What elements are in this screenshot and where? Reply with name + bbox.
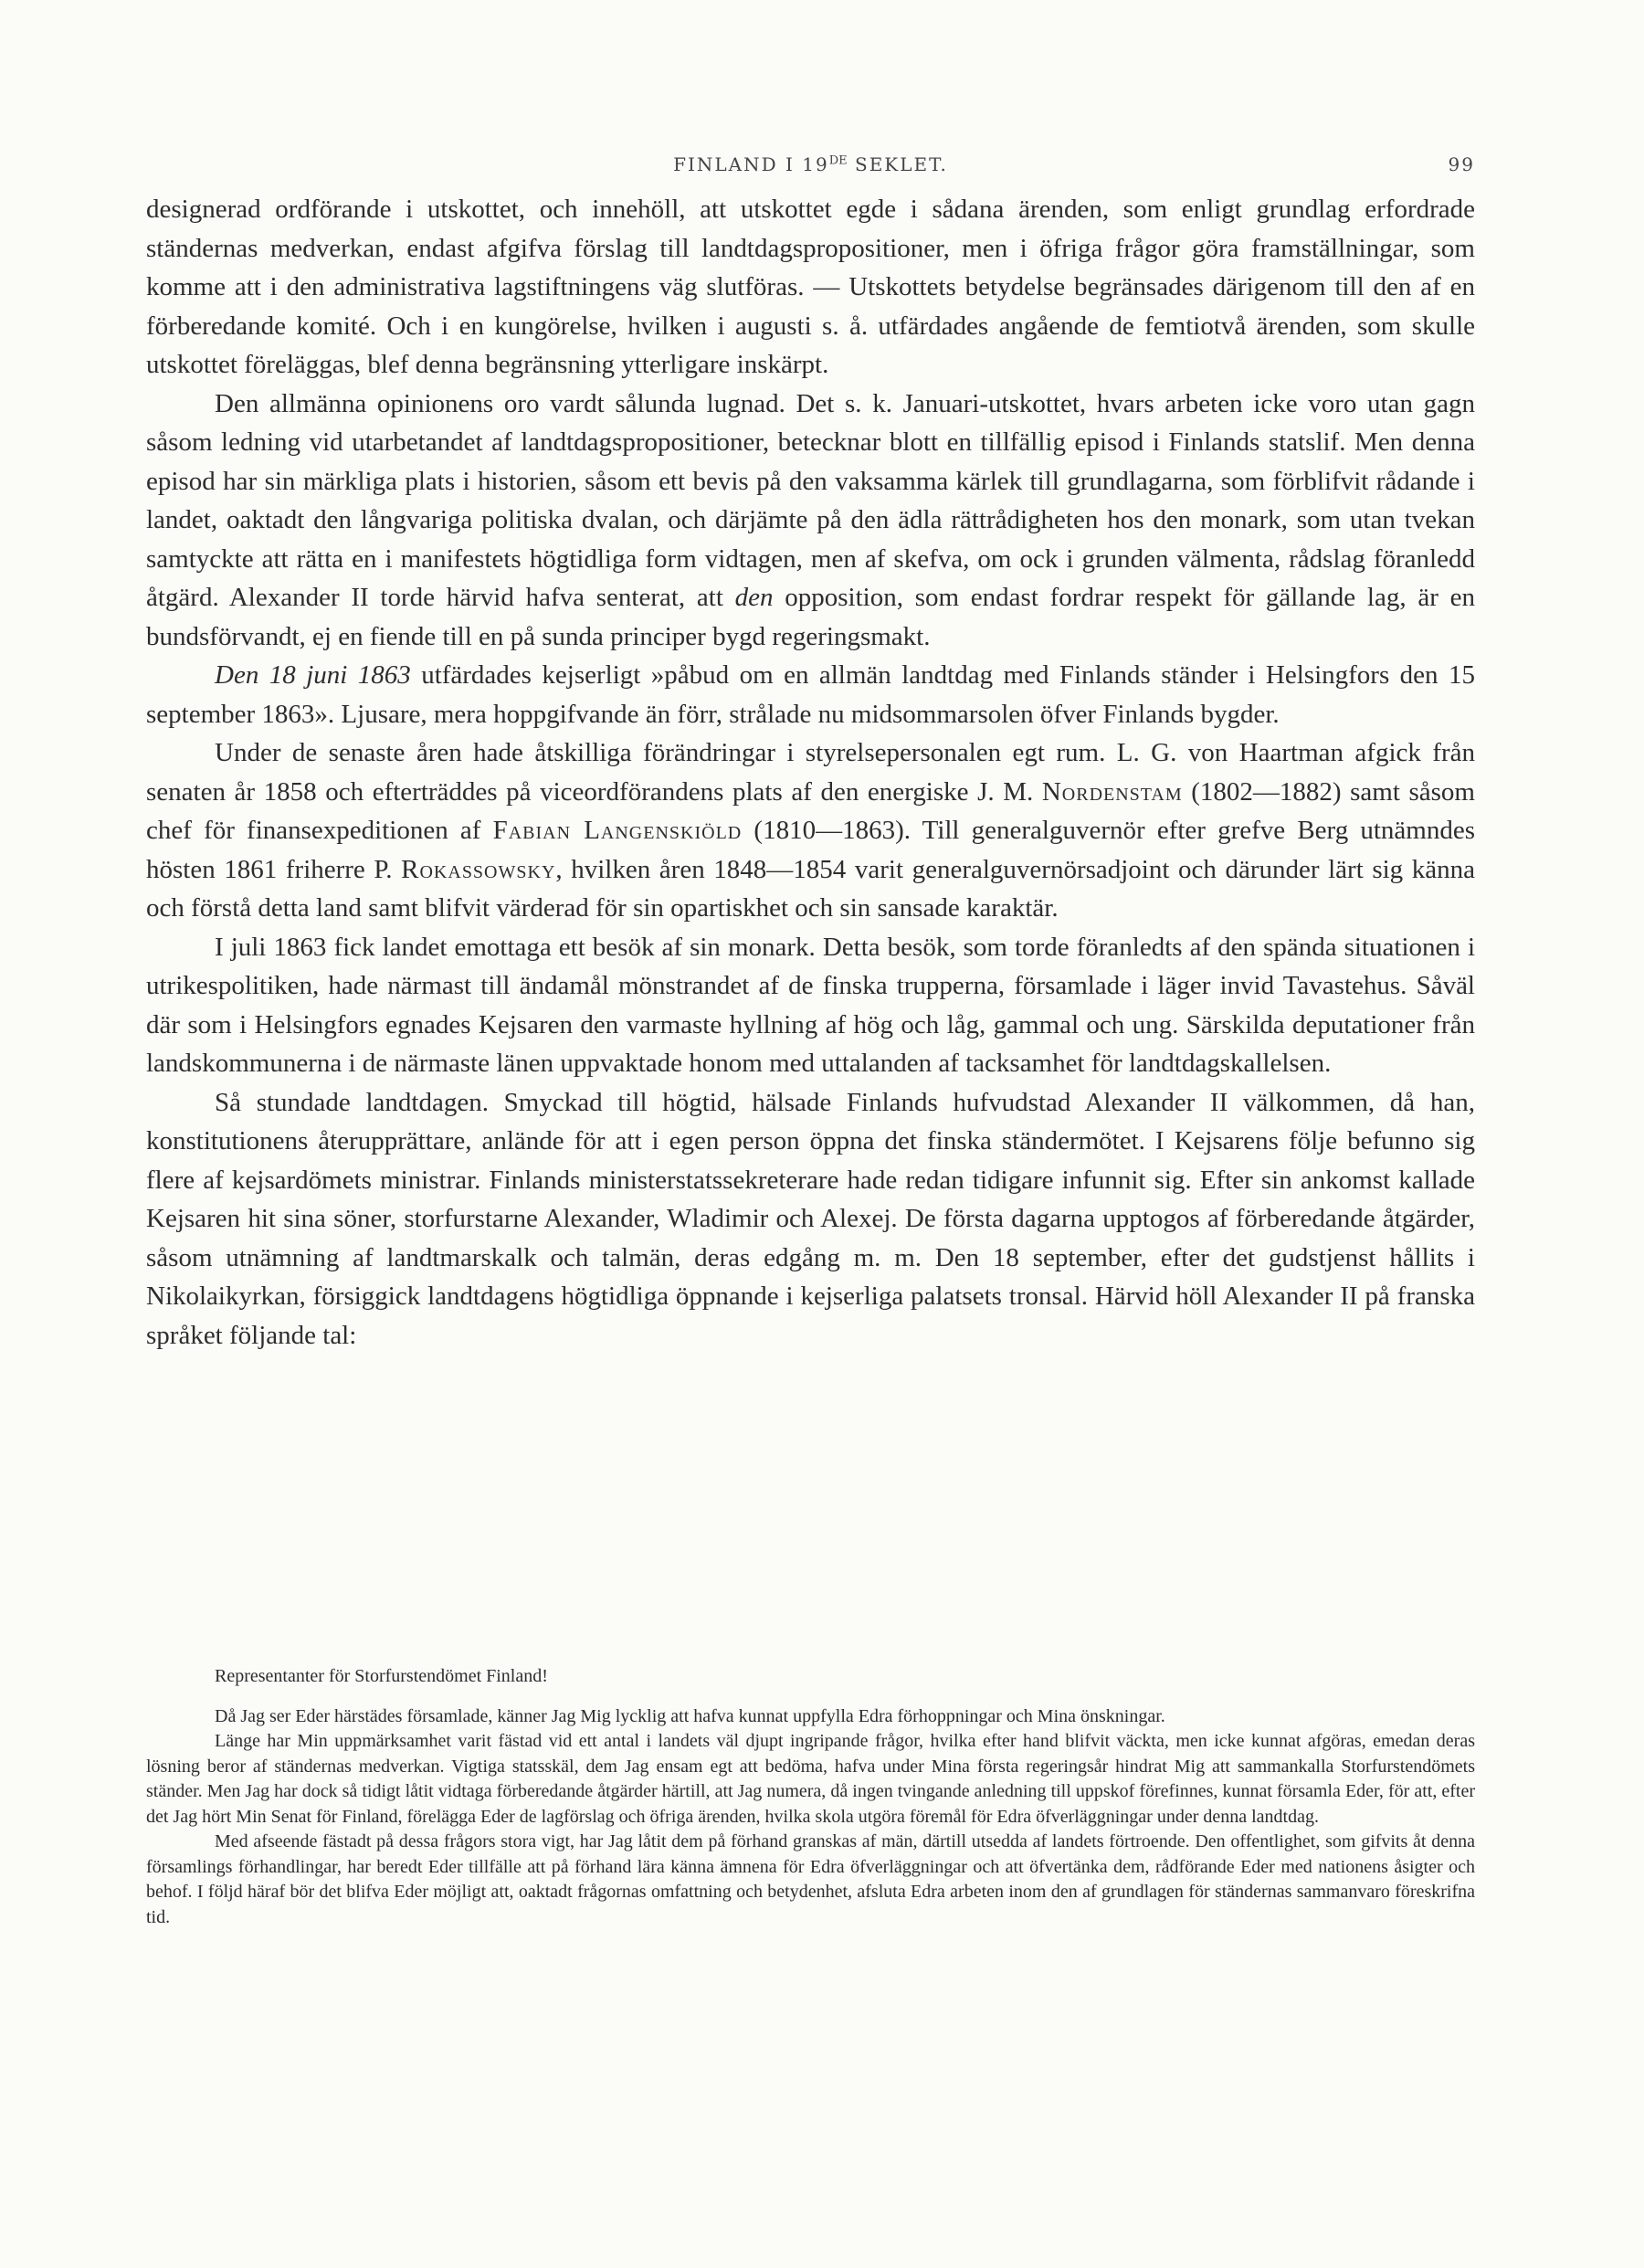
paragraph: Så stundade landtdagen. Smyckad till högtid, hälsade Finlands hufvudstad Alexander II välkommen, då han, konstitutionens återupprättare, anlände för att i egen person öppna det finska ständermötet. I Kejsarens följe befunno sig flere af kejsardömets ministrar. Finlands ministerstatssekreterare hade redan tidigare infunnit sig. Efter sin ankomst kallade Kejsaren hit sina söner, storfurstarne Alexander, Wladimir och Alexej. De första dagarna upptogos af förberedande åtgärder, såsom utnämning af landtmarskalk och talmän, deras edgång m. m. Den 18 september, efter det gudstjenst hållits i Nikolaikyrkan, försiggick landtdagens högtidliga öppnande i kejserliga palatsets tronsal. Härvid höll Alexander II på franska språket följande tal: <box>146 1087 1475 1350</box>
speech-salutation: Representanter för Storfurstendömet Finland! <box>215 1666 548 1686</box>
ordinal-suffix: DE <box>828 153 848 168</box>
person-name: Fabian Langenskiöld <box>492 816 743 845</box>
person-name: Nordenstam <box>1041 776 1183 807</box>
speech-paragraph: Då Jag ser Eder härstädes församlade, känner Jag Mig lycklig att hafva kunnat uppfylla Edra förhoppningar och Mina önskningar. <box>215 1705 1165 1726</box>
paragraph: designerad ordförande i utskottet, och innehöll, att utskottet egde i sådana ärenden, som enligt grundlag erfordrade ständernas medverkan, endast afgifva förslag till landtdagspropositioner, men i öfriga frågor göra framställningar, som komme att i den administrativa lagstiftningens väg slutföras. — Utskottets betydelse begränsades därigenom till den af en förberedande komité. Och i en kungörelse, hvilken i augusti s. å. utfärdades angående de femtiotvå ärenden, som skulle utskottet föreläggas, blef denna begränsning ytterligare inskärpt. <box>146 195 1475 379</box>
speech-paragraph: Länge har Min uppmärksamhet varit fästad vid ett antal i landets väl djupt ingripande frågor, hvilka efter hand blifvit väckta, men icke kunnat afgöras, emedan deras lösning beror af ständernas medverkan. Vigtiga statsskäl, dem Jag ensam egt att bedöma, hafva under Mina första regeringsår hindrat Mig att sammankalla Storfurstendömets ständer. Men Jag har dock så tidigt låtit vidtaga förberedande åtgärder härtill, att Jag numera, då ingen tvingande anledning till uppskof förefinnes, kunnat församla Eder, för att, efter det Jag hört Min Senat för Finland, förelägga Eder de lagförslag och öfriga ärenden, hvilka skola utgöra föremål för Edra öfverläggningar under denna landtdag. <box>146 1731 1475 1827</box>
main-text <box>146 190 1475 1355</box>
running-header <box>146 153 1475 175</box>
paragraph: I juli 1863 fick landet emottaga ett besök af sin monark. Detta besök, som torde föranledts af den spända situationen i utrikespolitiken, hade närmast till ändamål mönstrandet af de finska trupperna, församlade i läger invid Tavastehus. Såväl där som i Helsingfors egnades Kejsaren den varmaste hyllning af hög och låg, gammal och ung. Särskilda deputationer från landskommunerna i de närmaste länen uppvaktade honom med uttalanden af tacksamhet för landtdagskallelsen. <box>146 932 1475 1078</box>
speech-paragraph: Med afseende fästadt på dessa frågors stora vigt, har Jag låtit dem på förhand granskas af män, därtill utsedda af landets förtroende. Den offentlighet, som gifvits åt denna församlings förhandlingar, har beredt Eder tillfälle att på förhand lära känna ämnena för Edra öfverläggningar och att öfvertänka dem, rådförande Eder med nationens åsigter och behof. I följd häraf bör det blifva Eder möjligt att, oaktadt frågornas omfattning och betydenhet, afsluta Edra arbeten inom den af grundlagen för ständernas sammanvaro föreskrifna tid. <box>146 1831 1475 1927</box>
running-title: FINLAND I 19DE SEKLET. <box>673 153 948 175</box>
page-number: 99 <box>1448 153 1475 175</box>
paragraph: Den allmänna opinionens oro vardt sålunda lugnad. Det s. k. Januari-utskottet, hvars arbeten icke voro utan gagn såsom ledning vid utarbetandet af landtdagspropositioner, betecknar blott en tillfällig episod i Finlands statslif. Men denna episod har sin märkliga plats i historien, såsom ett bevis på den vaksamma kärlek till grundlagarna, som förblifvit rådande i landet, oaktadt den långvariga politiska dvalan, och därjämte på den ädla rättrådigheten hos den monark, som utan tvekan samtyckte att rätta en i manifestets högtidliga form vidtagen, men af skefva, om ock i grunden välmenta, rådslag föranledd åtgärd. Alexander II torde härvid hafva senterat, att den opposition, som endast fordrar respekt för gällande lag, är en bundsförvandt, ej en fiende till en på sunda principer bygd regeringsmakt. <box>146 388 1475 651</box>
person-name: Rokassowsky <box>401 854 556 884</box>
paragraph: Under de senaste åren hade åtskilliga förändringar i styrelsepersonalen egt rum. L. G. von Haartman afgick från senaten år 1858 och efterträddes på viceordförandens plats af den energiske J. M. Nordenstam (1802—1882) samt såsom chef för finansexpeditionen af Fabian Langenskiöld (1810—1863). Till generalguvernör efter grefve Berg utnämndes hösten 1861 friherre P. Rokassowsky, hvilken åren 1848—1854 varit generalguvernörsadjoint och därunder lärt sig känna och förstå detta land samt blifvit värderad för sin opartiskhet och sin sansade karaktär. <box>146 738 1476 923</box>
paragraph: Den 18 juni 1863 utfärdades kejserligt »påbud om en allmän landtdag med Finlands ständer i Helsingfors den 15 september 1863». Ljusare, mera hoppgifvande än förr, strålade nu midsommarsolen öfver Finlands bygder. <box>146 660 1475 729</box>
speech-quote <box>146 1664 1475 1930</box>
